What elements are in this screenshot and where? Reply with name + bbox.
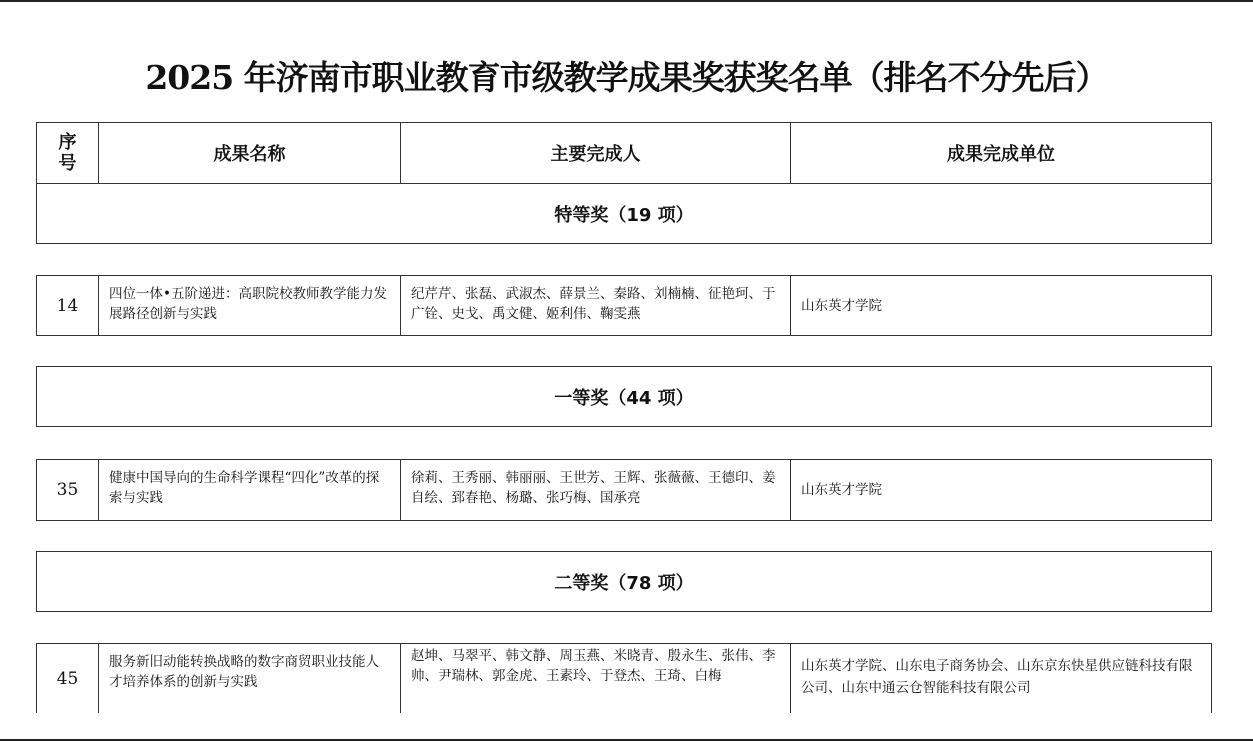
award-heading-special: 特等奖（19 项） — [554, 205, 694, 226]
entry-unit: 山东英才学院 — [790, 276, 1211, 335]
entry-seq: 14 — [56, 295, 79, 316]
entry-seq: 35 — [56, 480, 79, 500]
entry-people: 徐莉、王秀丽、韩丽丽、王世芳、王辉、张薇薇、王德印、姜自绘、郅春艳、杨璐、张巧梅、国承亮 — [400, 460, 790, 520]
table-row — [36, 459, 1212, 521]
table-row — [36, 275, 1212, 336]
page-top-border — [0, 0, 1253, 2]
entry-people: 纪芹芹、张磊、武淑杰、薛景兰、秦路、刘楠楠、征艳珂、于广铨、史戈、禹文健、姬利伟、鞠雯燕 — [400, 276, 790, 335]
header-unit: 成果完成单位 — [790, 123, 1211, 183]
header-name: 成果名称 — [98, 123, 400, 183]
entry-unit: 山东英才学院 — [790, 460, 1211, 520]
award-heading-second: 二等奖（78 项） — [36, 551, 1212, 612]
entry-people: 赵坤、马翠平、韩文静、周玉燕、米晓青、殷永生、张伟、李帅、尹瑞林、郭金虎、王素玲、于登杰、王琦、白梅 — [400, 644, 790, 713]
entry-name: 健康中国导向的生命科学课程“四化”改革的探索与实践 — [98, 460, 400, 520]
award-heading-first: 一等奖（44 项） — [36, 366, 1212, 427]
entry-name: 服务新旧动能转换战略的数字商贸职业技能人才培养体系的创新与实践 — [98, 644, 400, 713]
page-title: 2025 年济南市职业教育市级教学成果奖获奖名单（排名不分先后） — [145, 58, 1108, 97]
header-people: 主要完成人 — [400, 123, 790, 183]
table-row — [36, 643, 1212, 713]
table-header-row — [37, 123, 1211, 184]
entry-seq: 45 — [56, 668, 79, 689]
table-header-block — [36, 122, 1212, 244]
entry-unit: 山东英才学院、山东电子商务协会、山东京东快星供应链科技有限公司、山东中通云仓智能科技有限公司 — [790, 644, 1211, 713]
header-seq: 序号 — [58, 132, 77, 174]
entry-name: 四位一体•五阶递进：高职院校教师教学能力发展路径创新与实践 — [98, 276, 400, 335]
